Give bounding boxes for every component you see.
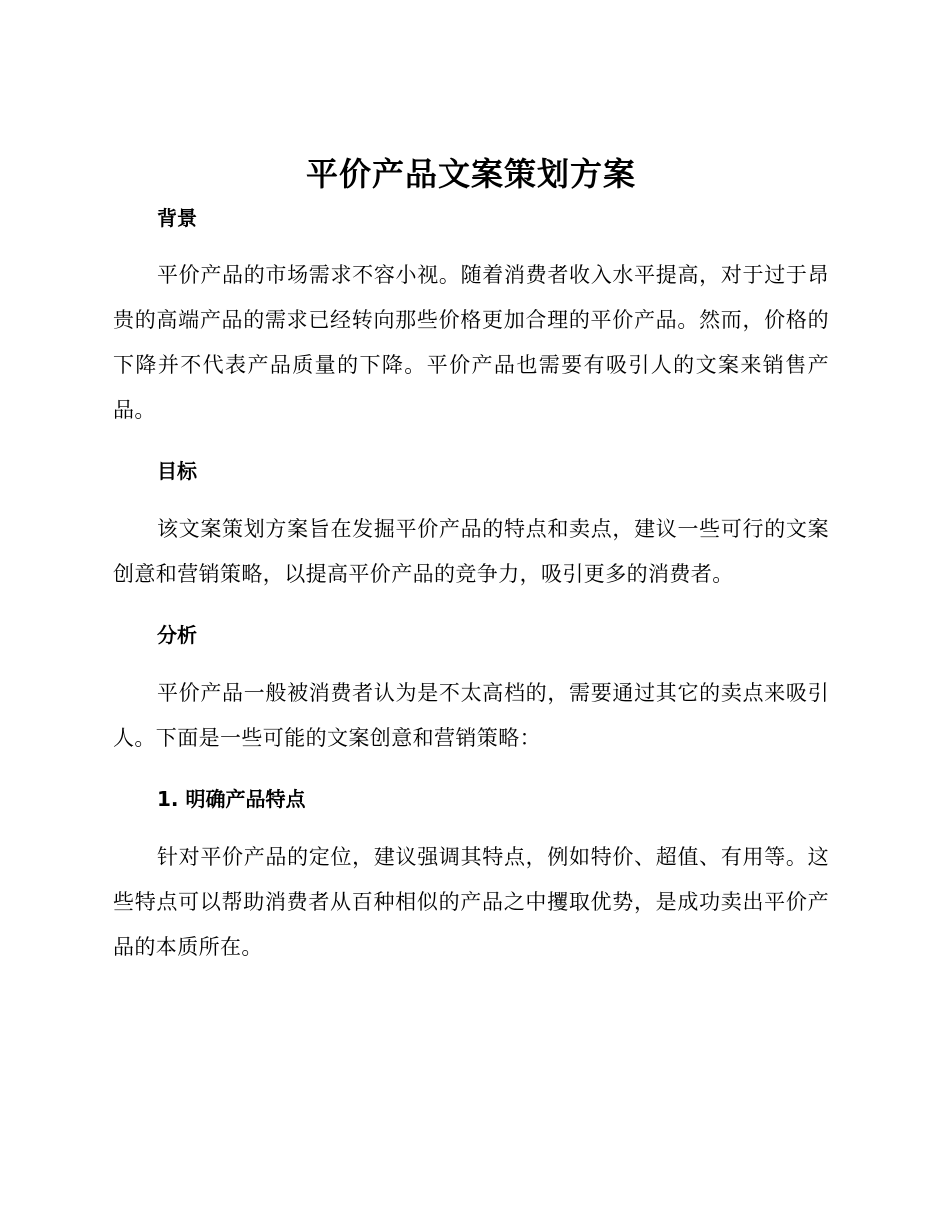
section-paragraph-analysis: 平价产品一般被消费者认为是不太高档的，需要通过其它的卖点来吸引人。下面是一些可能的文案创意和营销策略： [113,681,829,750]
section-heading-goal: 目标 [157,459,197,483]
section-heading-background: 背景 [157,206,197,230]
document-body [113,148,829,970]
section-paragraph-product-features: 针对平价产品的定位，建议强调其特点，例如特价、超值、有用等。这些特点可以帮助消费者从百种相似的产品之中攫取优势，是成功卖出平价产品的本质所在。 [113,845,829,959]
section-paragraph-background: 平价产品的市场需求不容小视。随着消费者收入水平提高，对于过于昂贵的高端产品的需求已经转向那些价格更加合理的平价产品。然而，价格的下降并不代表产品质量的下降。平价产品也需要有吸引人的文案来销售产品。 [113,263,829,422]
section-heading-product-features: 1. 明确产品特点 [157,787,306,811]
section-paragraph-goal: 该文案策划方案旨在发掘平价产品的特点和卖点，建议一些可行的文案创意和营销策略，以提高平价产品的竞争力，吸引更多的消费者。 [113,517,829,586]
document-title: 平价产品文案策划方案 [305,155,636,193]
section-heading-analysis: 分析 [157,623,197,647]
